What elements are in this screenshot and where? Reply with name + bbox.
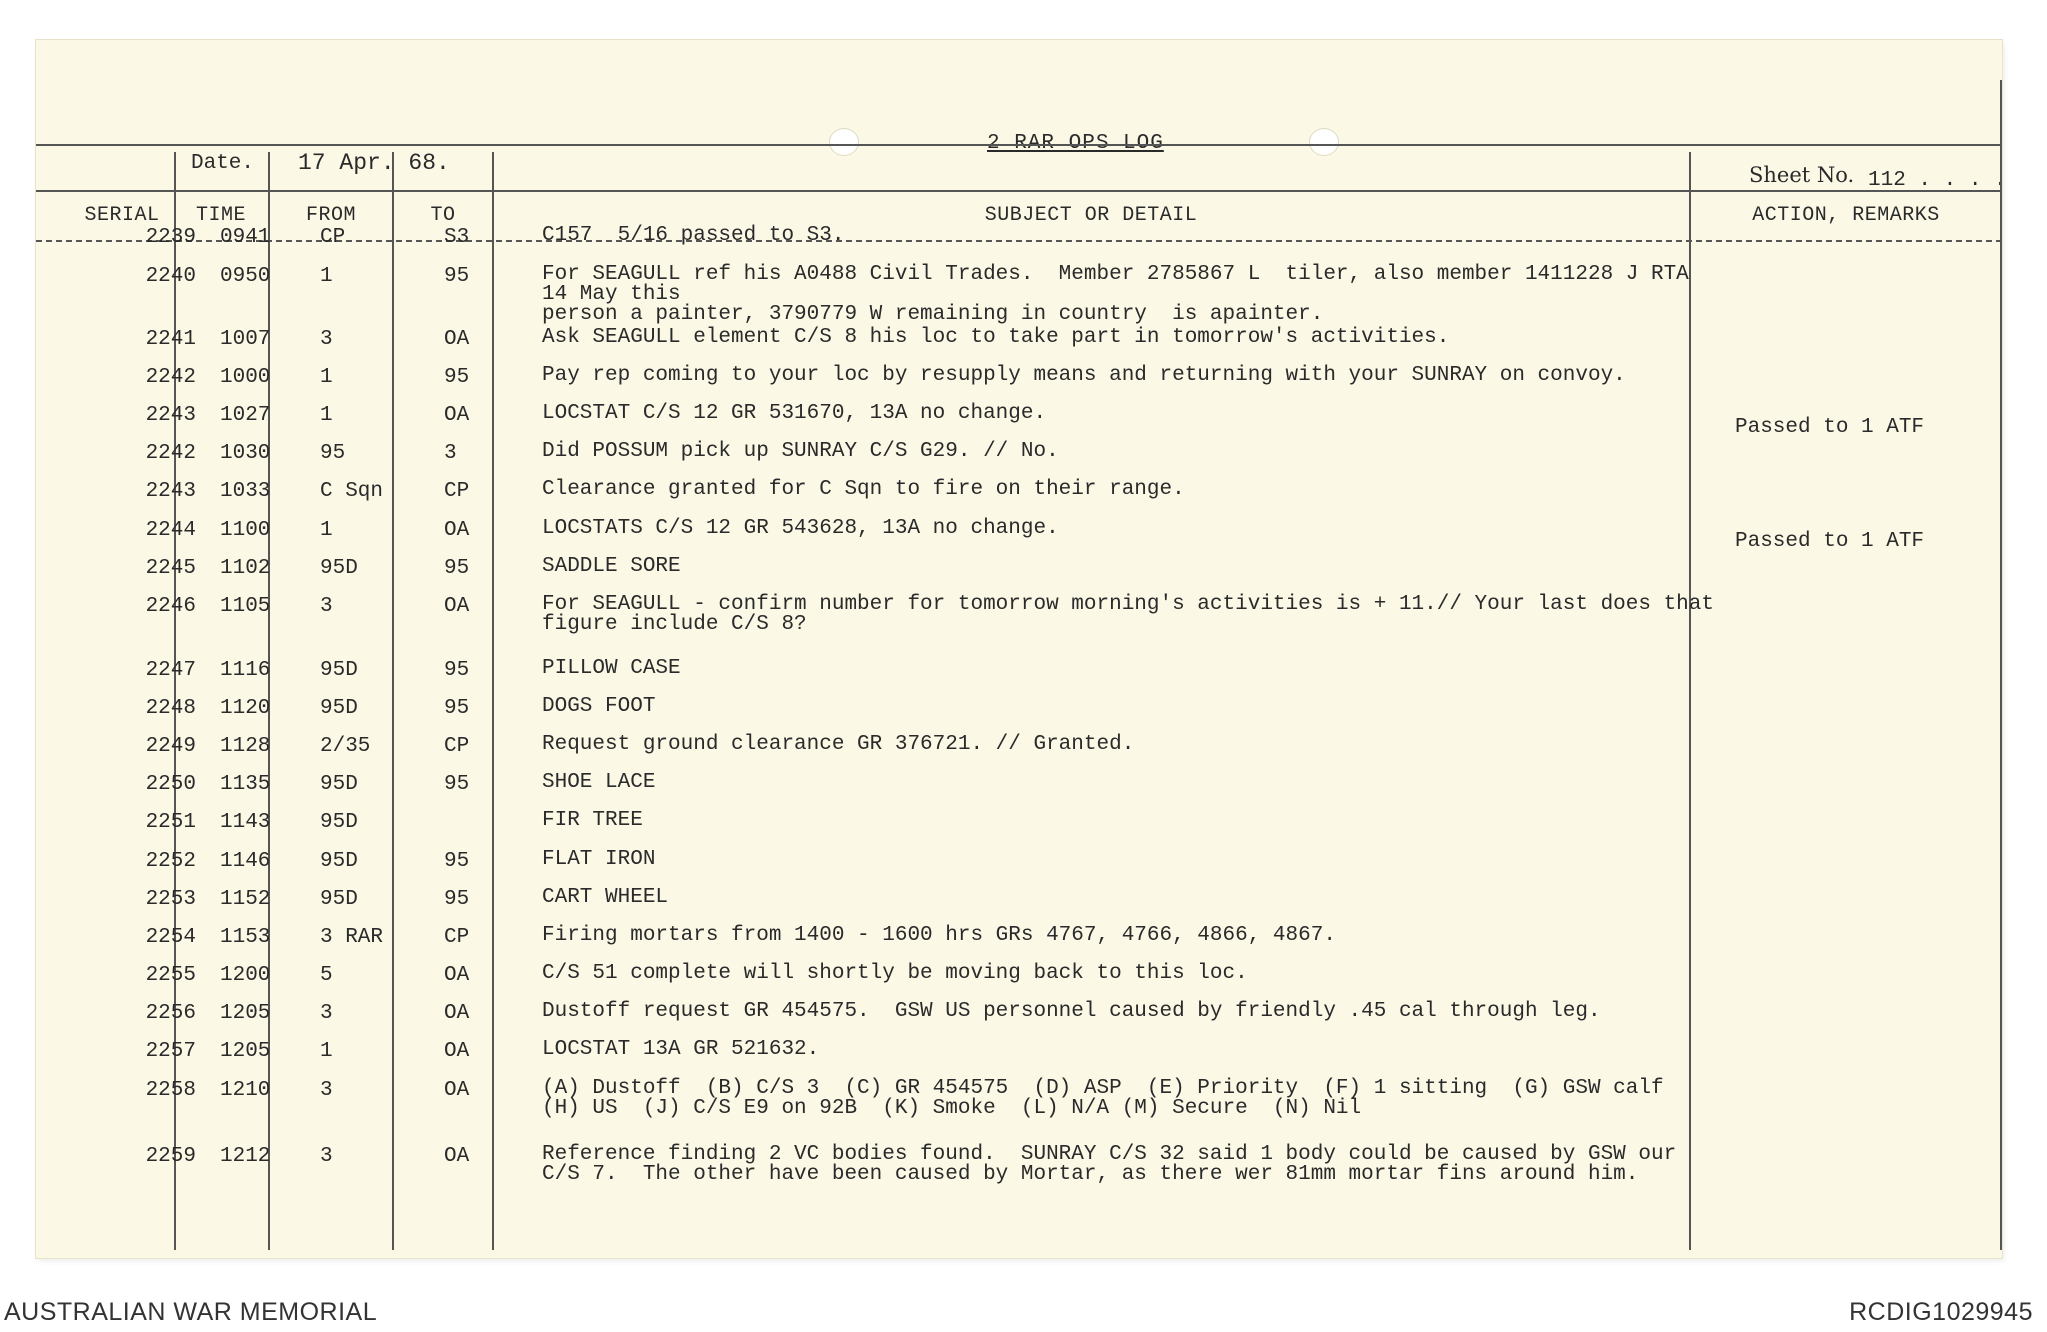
serial-cell: 2249 xyxy=(145,735,196,758)
time-cell: 0950 xyxy=(220,265,271,288)
time-cell: 1030 xyxy=(220,442,271,465)
serial-cell: 2243 xyxy=(145,480,196,503)
from-cell: 3 xyxy=(320,1002,333,1025)
time-cell: 1100 xyxy=(220,519,271,542)
to-cell: OA xyxy=(444,595,470,618)
from-cell: 3 xyxy=(320,1145,333,1168)
from-cell: 3 xyxy=(320,1079,333,1102)
serial-cell: 2240 xyxy=(145,265,196,288)
to-cell: S3 xyxy=(444,226,470,249)
time-cell: 1120 xyxy=(220,697,271,720)
time-cell: 1212 xyxy=(220,1145,271,1168)
from-cell: 95D xyxy=(320,811,358,834)
punch-hole-left xyxy=(829,128,859,156)
time-cell: 1210 xyxy=(220,1079,271,1102)
column-divider-to xyxy=(492,152,494,1250)
from-cell: 95 xyxy=(320,442,346,465)
serial-cell: 2243 xyxy=(145,404,196,427)
serial-cell: 2259 xyxy=(145,1145,196,1168)
serial-cell: 2247 xyxy=(145,659,196,682)
sheet-number-label: Sheet No. xyxy=(1749,163,1855,187)
detail-cell: SADDLE SORE xyxy=(542,555,681,578)
time-cell: 1205 xyxy=(220,1002,271,1025)
detail-cell: DOGS FOOT xyxy=(542,695,656,718)
date-label: Date. xyxy=(191,152,255,175)
from-cell: 1 xyxy=(320,265,333,288)
from-cell: CP xyxy=(320,226,346,249)
serial-cell: 2242 xyxy=(145,366,196,389)
detail-cell: For SEAGULL - confirm number for tomorrow morning's activities is + 11.// Your last does that figure include C/S 8? xyxy=(542,593,1714,636)
time-cell: 1143 xyxy=(220,811,271,834)
time-cell: 1153 xyxy=(220,926,271,949)
to-cell: OA xyxy=(444,1145,470,1168)
remarks-cell: Passed to 1 ATF xyxy=(1735,530,1925,553)
detail-cell: Ask SEAGULL element C/S 8 his loc to take part in tomorrow's activities. xyxy=(542,326,1450,349)
to-cell: OA xyxy=(444,964,470,987)
detail-cell: C/S 51 complete will shortly be moving back to this loc. xyxy=(542,962,1248,985)
detail-cell: (A) Dustoff (B) C/S 3 (C) GR 454575 (D) ASP (E) Priority (F) 1 sitting (G) GSW calf (H) US (J) C/S E9 on 92B (K) Smoke (L) N/A (M) Secure (N) Nil xyxy=(542,1077,1664,1120)
column-header-time: TIME xyxy=(195,204,246,227)
detail-cell: LOCSTAT C/S 12 GR 531670, 13A no change. xyxy=(542,402,1047,425)
from-cell: 1 xyxy=(320,366,333,389)
detail-cell: LOCSTAT 13A GR 521632. xyxy=(542,1038,820,1061)
to-cell: OA xyxy=(444,328,470,351)
detail-cell: CART WHEEL xyxy=(542,886,669,909)
time-cell: 1102 xyxy=(220,557,271,580)
time-cell: 0941 xyxy=(220,226,271,249)
time-cell: 1007 xyxy=(220,328,271,351)
from-cell: 1 xyxy=(320,519,333,542)
serial-cell: 2256 xyxy=(145,1002,196,1025)
from-cell: 95D xyxy=(320,850,358,873)
to-cell: OA xyxy=(444,519,470,542)
to-cell: 95 xyxy=(444,557,470,580)
from-cell: 3 xyxy=(320,595,333,618)
time-cell: 1105 xyxy=(220,595,271,618)
detail-cell: Pay rep coming to your loc by resupply means and returning with your SUNRAY on convoy. xyxy=(542,364,1626,387)
remarks-cell: Passed to 1 ATF xyxy=(1735,416,1925,439)
detail-cell: For SEAGULL ref his A0488 Civil Trades. Member 2785867 L tiler, also member 1411228 J RTA 14 May this person a painter, 3790779 W remaining in country is apainter. xyxy=(542,263,1689,326)
to-cell: 95 xyxy=(444,773,470,796)
record-id: RCDIG1029945 xyxy=(1849,1298,2033,1326)
from-cell: 1 xyxy=(320,404,333,427)
from-cell: 2/35 xyxy=(320,735,371,758)
column-header-serial: SERIAL xyxy=(84,204,160,227)
from-cell: 95D xyxy=(320,773,358,796)
to-cell: 95 xyxy=(444,850,470,873)
serial-cell: 2244 xyxy=(145,519,196,542)
punch-hole-right xyxy=(1309,128,1339,156)
to-cell: 95 xyxy=(444,697,470,720)
to-cell: CP xyxy=(444,926,470,949)
from-cell: 95D xyxy=(320,557,358,580)
log-title: 2 RAR OPS LOG xyxy=(987,132,1164,155)
time-cell: 1152 xyxy=(220,888,271,911)
source-label: AUSTRALIAN WAR MEMORIAL xyxy=(4,1298,378,1326)
detail-cell: Firing mortars from 1400 - 1600 hrs GRs 4767, 4766, 4866, 4867. xyxy=(542,924,1336,947)
from-cell: 3 xyxy=(320,328,333,351)
header-rule xyxy=(36,190,2002,192)
detail-cell: FIR TREE xyxy=(542,809,643,832)
serial-cell: 2254 xyxy=(145,926,196,949)
to-cell: 3 xyxy=(444,442,457,465)
header-top-rule xyxy=(36,144,2002,146)
time-cell: 1116 xyxy=(220,659,271,682)
to-cell: OA xyxy=(444,1002,470,1025)
serial-cell: 2242 xyxy=(145,442,196,465)
from-cell: 1 xyxy=(320,1040,333,1063)
date-value: 17 Apr. 68. xyxy=(298,150,450,176)
to-cell: CP xyxy=(444,480,470,503)
serial-cell: 2248 xyxy=(145,697,196,720)
serial-cell: 2255 xyxy=(145,964,196,987)
detail-cell: LOCSTATS C/S 12 GR 543628, 13A no change. xyxy=(542,517,1059,540)
to-cell: 95 xyxy=(444,366,470,389)
time-cell: 1135 xyxy=(220,773,271,796)
time-cell: 1027 xyxy=(220,404,271,427)
serial-cell: 2252 xyxy=(145,850,196,873)
time-cell: 1000 xyxy=(220,366,271,389)
detail-cell: FLAT IRON xyxy=(542,848,656,871)
serial-cell: 2245 xyxy=(145,557,196,580)
column-divider-from xyxy=(392,152,394,1250)
time-cell: 1146 xyxy=(220,850,271,873)
detail-cell: PILLOW CASE xyxy=(542,657,681,680)
to-cell: 95 xyxy=(444,659,470,682)
serial-cell: 2246 xyxy=(145,595,196,618)
detail-cell: C157 5/16 passed to S3. xyxy=(542,224,845,247)
from-cell: 5 xyxy=(320,964,333,987)
detail-cell: Request ground clearance GR 376721. // Granted. xyxy=(542,733,1135,756)
column-header-detail: SUBJECT OR DETAIL xyxy=(984,204,1198,227)
detail-cell: Reference finding 2 VC bodies found. SUNRAY C/S 32 said 1 body could be caused by GSW our C/S 7. The other have been caused by Mortar, as there wer 81mm mortar fins around him. xyxy=(542,1143,1677,1186)
from-cell: C Sqn xyxy=(320,480,384,503)
to-cell: OA xyxy=(444,404,470,427)
to-cell: 95 xyxy=(444,265,470,288)
serial-cell: 2251 xyxy=(145,811,196,834)
detail-cell: Dustoff request GR 454575. GSW US personnel caused by friendly .45 cal through leg. xyxy=(542,1000,1601,1023)
sheet-number-value: 112 . . . . xyxy=(1868,169,2007,192)
serial-cell: 2258 xyxy=(145,1079,196,1102)
serial-cell: 2239 xyxy=(145,226,196,249)
from-cell: 3 RAR xyxy=(320,926,384,949)
from-cell: 95D xyxy=(320,697,358,720)
serial-cell: 2250 xyxy=(145,773,196,796)
serial-cell: 2257 xyxy=(145,1040,196,1063)
detail-cell: Did POSSUM pick up SUNRAY C/S G29. // No. xyxy=(542,440,1059,463)
serial-cell: 2241 xyxy=(145,328,196,351)
column-divider-right xyxy=(2000,80,2002,1250)
serial-cell: 2253 xyxy=(145,888,196,911)
column-header-remarks: ACTION, REMARKS xyxy=(1752,204,1940,227)
time-cell: 1205 xyxy=(220,1040,271,1063)
detail-cell: SHOE LACE xyxy=(542,771,656,794)
column-header-to: TO xyxy=(430,204,456,227)
to-cell: OA xyxy=(444,1079,470,1102)
time-cell: 1200 xyxy=(220,964,271,987)
from-cell: 95D xyxy=(320,659,358,682)
log-sheet xyxy=(36,40,2007,1258)
detail-cell: Clearance granted for C Sqn to fire on their range. xyxy=(542,478,1185,501)
to-cell: OA xyxy=(444,1040,470,1063)
from-cell: 95D xyxy=(320,888,358,911)
to-cell: 95 xyxy=(444,888,470,911)
time-cell: 1033 xyxy=(220,480,271,503)
time-cell: 1128 xyxy=(220,735,271,758)
to-cell: CP xyxy=(444,735,470,758)
column-header-from: FROM xyxy=(305,204,356,227)
